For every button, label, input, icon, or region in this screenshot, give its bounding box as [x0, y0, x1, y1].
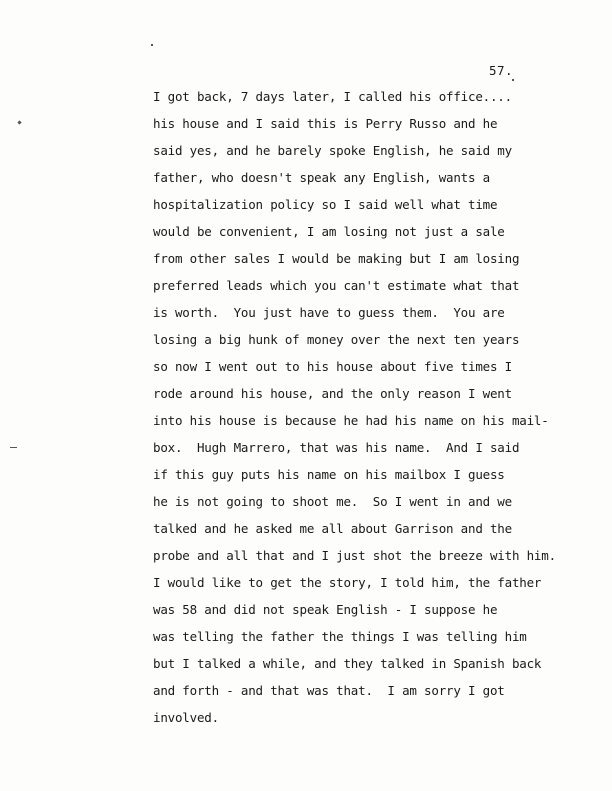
text-line: but I talked a while, and they talked in Spanish back	[153, 656, 542, 671]
text-line: from other sales I would be making but I am losing	[153, 251, 520, 266]
text-line: involved.	[153, 710, 219, 725]
scan-speck	[151, 44, 153, 46]
text-line: probe and all that and I just shot the breeze with him.	[153, 548, 556, 563]
text-line: if this guy puts his name on his mailbox I guess	[153, 467, 505, 482]
text-line: his house and I said this is Perry Russo and he	[153, 116, 498, 131]
scan-speck	[17, 120, 21, 124]
text-line: talked and he asked me all about Garrison and the	[153, 521, 512, 536]
text-line: said yes, and he barely spoke English, he said my	[153, 143, 512, 158]
text-line: father, who doesn't speak any English, wants a	[153, 170, 490, 185]
text-line: so now I went out to his house about five times I	[153, 359, 512, 374]
text-line: into his house is because he had his name on his mail-	[153, 413, 549, 428]
text-line: he is not going to shoot me. So I went in and we	[153, 494, 512, 509]
text-line: was telling the father the things I was telling him	[153, 629, 527, 644]
text-line: box. Hugh Marrero, that was his name. And I said	[153, 440, 520, 455]
page-number: 57.	[489, 63, 514, 78]
transcript-body	[153, 83, 573, 731]
scan-speck	[512, 79, 514, 81]
text-line: is worth. You just have to guess them. You are	[153, 305, 505, 320]
text-line: preferred leads which you can't estimate what that	[153, 278, 520, 293]
text-line: and forth - and that was that. I am sorry I got	[153, 683, 505, 698]
text-line: rode around his house, and the only reason I went	[153, 386, 512, 401]
text-line: I got back, 7 days later, I called his office....	[153, 89, 512, 104]
text-line: was 58 and did not speak English - I suppose he	[153, 602, 498, 617]
scan-speck	[10, 447, 17, 448]
text-line: would be convenient, I am losing not just a sale	[153, 224, 505, 239]
text-line: I would like to get the story, I told him, the father	[153, 575, 542, 590]
text-line: hospitalization policy so I said well what time	[153, 197, 498, 212]
text-line: losing a big hunk of money over the next ten years	[153, 332, 520, 347]
